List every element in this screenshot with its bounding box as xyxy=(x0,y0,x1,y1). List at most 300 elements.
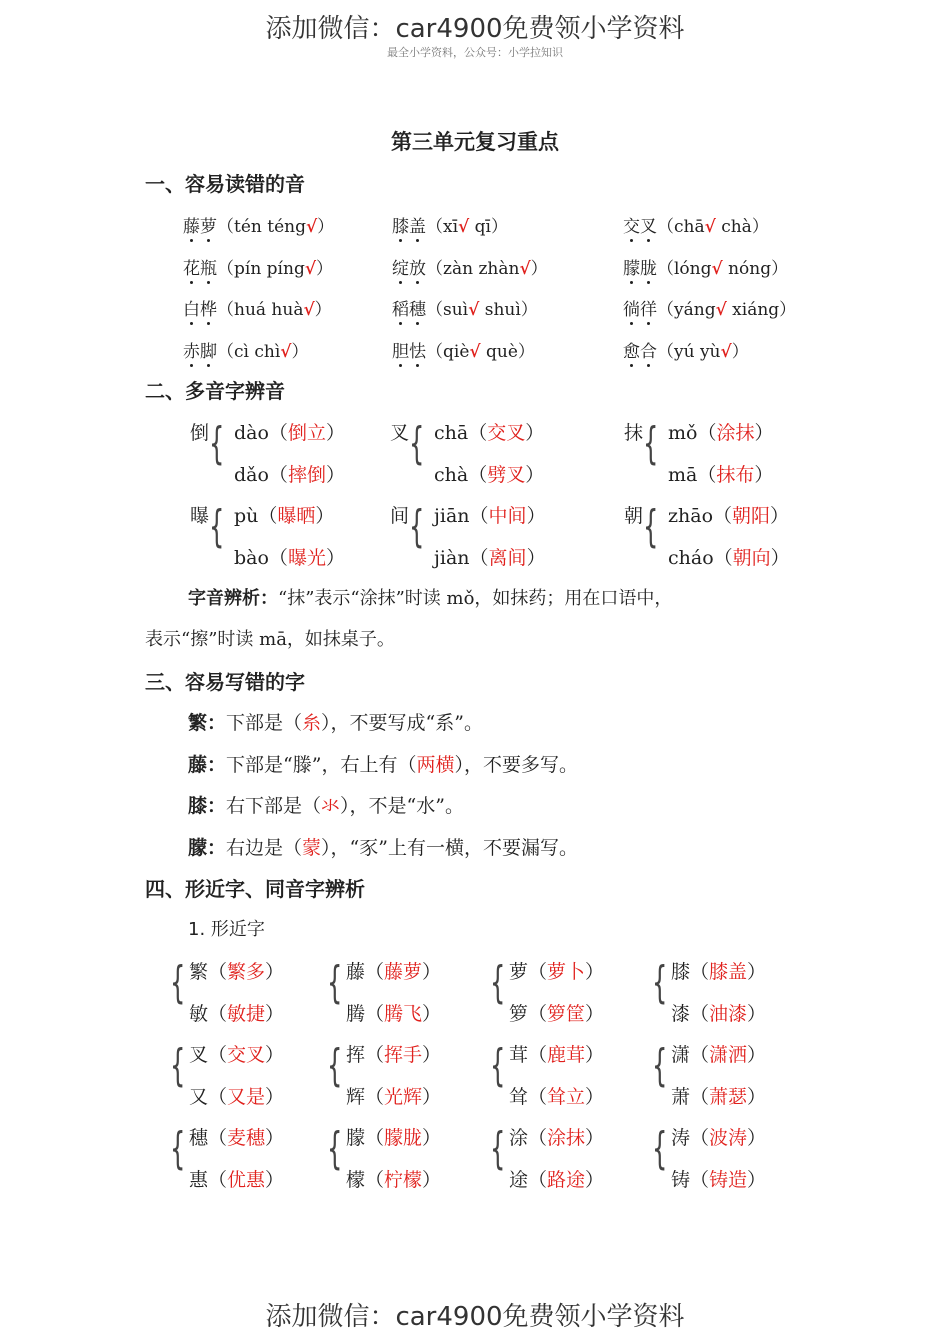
pronunciation-row xyxy=(668,418,774,445)
writing-tip xyxy=(188,708,483,735)
tip-text: 下部是“滕”，右上有（ xyxy=(226,754,417,776)
brace-icon: { xyxy=(327,957,343,1008)
close-paren: ） xyxy=(422,961,442,983)
brace-icon: { xyxy=(652,1123,668,1174)
tip-text: ），不要多写。 xyxy=(454,754,578,776)
close-paren: ） xyxy=(422,1086,442,1108)
similar-char-row xyxy=(509,1082,604,1109)
open-paren: （ xyxy=(528,1086,548,1108)
item-options: （xī xyxy=(426,217,459,237)
similar-char-row xyxy=(671,957,766,984)
similar-char-row xyxy=(509,1040,604,1067)
pinyin-item xyxy=(623,254,788,279)
open-paren: （ xyxy=(528,1169,548,1191)
example-word: 耸立 xyxy=(547,1086,586,1108)
pinyin: chà（ xyxy=(434,464,488,486)
pronunciation-row xyxy=(234,460,345,487)
close-paren: ） xyxy=(265,1003,285,1025)
section-3-heading: 三、容易写错的字 xyxy=(145,670,305,694)
brace-icon: { xyxy=(643,418,659,469)
open-paren: （ xyxy=(690,1127,710,1149)
similar-char-row xyxy=(346,1040,441,1067)
example-word: 劈叉 xyxy=(487,464,526,486)
char: 檬 xyxy=(346,1169,366,1191)
example-word: 交叉 xyxy=(487,422,526,444)
item-close: ） xyxy=(530,259,548,279)
pronunciation-note-line-1 xyxy=(188,584,672,610)
open-paren: （ xyxy=(208,961,228,983)
example-word: 膝盖 xyxy=(709,961,748,983)
item-options: （qiè xyxy=(426,342,470,362)
brace-icon: { xyxy=(209,501,225,552)
example-word: 箩筐 xyxy=(547,1003,586,1025)
char: 涛 xyxy=(671,1127,691,1149)
open-paren: （ xyxy=(208,1127,228,1149)
pinyin: bào（ xyxy=(234,547,288,569)
pinyin: cháo（ xyxy=(668,547,733,569)
similar-char-row xyxy=(671,1123,766,1150)
item-options: （lóng xyxy=(657,259,712,279)
char: 耸 xyxy=(509,1086,529,1108)
example-word: 挥手 xyxy=(384,1044,423,1066)
similar-char-row xyxy=(509,1123,604,1150)
close-paren: ） xyxy=(770,547,790,569)
example-word: 朝阳 xyxy=(732,505,771,527)
item-char-2: 叉 xyxy=(640,217,657,237)
close-paren: ） xyxy=(526,547,546,569)
similar-char-row xyxy=(189,1082,284,1109)
similar-char-row xyxy=(671,1165,766,1192)
brace-icon: { xyxy=(327,1040,343,1091)
writing-tip xyxy=(188,833,578,860)
example-word: 萝卜 xyxy=(547,961,586,983)
item-char-2: 放 xyxy=(409,259,426,279)
check-mark-icon: √ xyxy=(720,342,732,362)
example-word: 摔倒 xyxy=(287,464,326,486)
similar-char-row xyxy=(346,1082,441,1109)
char: 涂 xyxy=(509,1127,529,1149)
close-paren: ） xyxy=(325,464,345,486)
similar-char-row xyxy=(346,1123,441,1150)
pinyin: jiàn（ xyxy=(434,547,489,569)
check-mark-icon: √ xyxy=(458,217,470,237)
similar-char-row xyxy=(509,957,604,984)
brace-icon: { xyxy=(170,1123,186,1174)
section-2-heading: 二、多音字辨音 xyxy=(145,379,285,403)
brace-icon: { xyxy=(652,957,668,1008)
pinyin-item xyxy=(183,212,334,237)
close-paren: ） xyxy=(747,1127,767,1149)
close-paren: ） xyxy=(265,1044,285,1066)
example-word: 又是 xyxy=(227,1086,266,1108)
writing-tip xyxy=(188,791,464,818)
item-char-1: 花 xyxy=(183,259,200,279)
item-char-2: 徉 xyxy=(640,300,657,320)
open-paren: （ xyxy=(365,961,385,983)
item-close: ） xyxy=(316,259,334,279)
polyphone-char: 曝 xyxy=(190,505,210,527)
example-word: 倒立 xyxy=(287,422,326,444)
brace-icon: { xyxy=(170,957,186,1008)
open-paren: （ xyxy=(365,1127,385,1149)
close-paren: ） xyxy=(747,961,767,983)
pronunciation-row xyxy=(668,460,773,487)
example-word: 曝晒 xyxy=(277,505,316,527)
close-paren: ） xyxy=(585,961,605,983)
close-paren: ） xyxy=(585,1003,605,1025)
open-paren: （ xyxy=(208,1044,228,1066)
example-word: 潇洒 xyxy=(709,1044,748,1066)
open-paren: （ xyxy=(528,961,548,983)
item-close: ） xyxy=(317,217,335,237)
similar-char-row xyxy=(189,1123,284,1150)
item-char-2: 瓶 xyxy=(200,259,217,279)
item-char-2: 桦 xyxy=(200,300,217,320)
item-options: （chā xyxy=(657,217,705,237)
char: 萧 xyxy=(671,1086,691,1108)
close-paren: ） xyxy=(770,505,790,527)
check-mark-icon: √ xyxy=(711,259,723,279)
open-paren: （ xyxy=(528,1127,548,1149)
similar-char-row xyxy=(671,1082,766,1109)
brace-icon: { xyxy=(490,957,506,1008)
tip-text: 下部是（ xyxy=(226,712,303,734)
char: 藤 xyxy=(346,961,366,983)
watermark-top: 添加微信：car4900免费领小学资料 xyxy=(265,14,685,44)
close-paren: ） xyxy=(315,505,335,527)
char: 挥 xyxy=(346,1044,366,1066)
similar-char-row xyxy=(509,999,604,1026)
close-paren: ） xyxy=(747,1044,767,1066)
writing-tip xyxy=(188,750,578,777)
brace-icon: { xyxy=(170,1040,186,1091)
char: 又 xyxy=(189,1086,209,1108)
close-paren: ） xyxy=(265,1086,285,1108)
example-word: 涂抹 xyxy=(547,1127,586,1149)
item-char-1: 藤 xyxy=(183,217,200,237)
pinyin-item xyxy=(392,295,538,320)
similar-char-row xyxy=(189,1165,284,1192)
item-close: ） xyxy=(751,217,769,237)
char: 敏 xyxy=(189,1003,209,1025)
close-paren: ） xyxy=(422,1003,442,1025)
check-mark-icon: √ xyxy=(304,259,317,279)
pinyin: dǎo（ xyxy=(234,464,288,486)
similar-char-row xyxy=(346,1165,441,1192)
close-paren: ） xyxy=(422,1169,442,1191)
similar-char-row xyxy=(189,999,284,1026)
item-options: （pín píng xyxy=(217,259,305,279)
item-char-1: 稻 xyxy=(392,300,409,320)
item-options: （yáng xyxy=(657,300,716,320)
example-word: 敏捷 xyxy=(227,1003,266,1025)
pronunciation-note-line-2: 表示“擦”时读 mā，如抹桌子。 xyxy=(145,629,395,650)
char: 萝 xyxy=(509,961,529,983)
char: 朦 xyxy=(346,1127,366,1149)
char: 潇 xyxy=(671,1044,691,1066)
item-close: ） xyxy=(291,342,309,362)
item-char-1: 胆 xyxy=(392,342,409,362)
note-label: 字音辨析： xyxy=(188,588,278,609)
item-close: ） xyxy=(517,342,535,362)
pronunciation-row xyxy=(434,460,544,487)
pinyin-item xyxy=(623,212,769,237)
item-close: ） xyxy=(771,259,789,279)
tip-text: ），“豕”上有一横，不要漏写。 xyxy=(321,837,578,859)
item-char-2: 盖 xyxy=(409,217,426,237)
pinyin: zhāo（ xyxy=(668,505,733,527)
tip-highlight: 糸 xyxy=(302,712,322,734)
char: 辉 xyxy=(346,1086,366,1108)
example-word: 麦穗 xyxy=(227,1127,266,1149)
check-mark-icon: √ xyxy=(519,259,531,279)
pinyin-item xyxy=(392,254,548,279)
close-paren: ） xyxy=(754,422,774,444)
close-paren: ） xyxy=(585,1086,605,1108)
example-word: 优惠 xyxy=(227,1169,266,1191)
example-word: 油漆 xyxy=(709,1003,748,1025)
pinyin-item xyxy=(183,254,333,279)
brace-icon: { xyxy=(490,1123,506,1174)
polyphone-char: 间 xyxy=(390,505,410,527)
tip-text: ），不要写成“系”。 xyxy=(321,712,483,734)
item-char-1: 绽 xyxy=(392,259,409,279)
close-paren: ） xyxy=(422,1127,442,1149)
item-option-2: què xyxy=(480,342,518,362)
char: 惠 xyxy=(189,1169,209,1191)
example-word: 曝光 xyxy=(287,547,326,569)
example-word: 腾飞 xyxy=(384,1003,423,1025)
open-paren: （ xyxy=(365,1044,385,1066)
open-paren: （ xyxy=(690,961,710,983)
char: 茸 xyxy=(509,1044,529,1066)
brace-icon: { xyxy=(490,1040,506,1091)
pronunciation-row xyxy=(234,418,345,445)
item-options: （huá huà xyxy=(217,300,304,320)
close-paren: ） xyxy=(526,505,546,527)
pinyin-item xyxy=(392,337,535,362)
tip-highlight: 两横 xyxy=(416,754,455,776)
note-text-1: “抹”表示“涂抹”时读 mǒ，如抹药；用在口语中， xyxy=(278,588,673,609)
close-paren: ） xyxy=(747,1003,767,1025)
check-mark-icon: √ xyxy=(469,342,481,362)
tip-word: 繁： xyxy=(188,712,227,734)
open-paren: （ xyxy=(690,1003,710,1025)
tip-text: 右边是（ xyxy=(226,837,303,859)
open-paren: （ xyxy=(208,1086,228,1108)
example-word: 波涛 xyxy=(709,1127,748,1149)
item-char-2: 合 xyxy=(640,342,657,362)
item-char-1: 膝 xyxy=(392,217,409,237)
open-paren: （ xyxy=(690,1086,710,1108)
brace-icon: { xyxy=(652,1040,668,1091)
close-paren: ） xyxy=(525,422,545,444)
item-char-2: 怯 xyxy=(409,342,426,362)
polyphone-char: 叉 xyxy=(390,422,410,444)
open-paren: （ xyxy=(528,1003,548,1025)
pinyin: jiān（ xyxy=(434,505,489,527)
pronunciation-row xyxy=(434,501,546,528)
item-option-2: chà xyxy=(715,217,752,237)
item-close: ） xyxy=(314,300,332,320)
item-options: （yú yù xyxy=(657,342,721,362)
item-close: ） xyxy=(490,217,508,237)
tip-word: 膝： xyxy=(188,795,227,817)
section-1-heading: 一、容易读错的音 xyxy=(145,172,305,196)
close-paren: ） xyxy=(265,1127,285,1149)
item-char-1: 白 xyxy=(183,300,200,320)
close-paren: ） xyxy=(585,1127,605,1149)
pinyin-item xyxy=(623,337,749,362)
tip-word: 藤： xyxy=(188,754,227,776)
check-mark-icon: √ xyxy=(305,217,318,237)
check-mark-icon: √ xyxy=(704,217,716,237)
item-option-2: xiáng xyxy=(726,300,780,320)
char: 叉 xyxy=(189,1044,209,1066)
open-paren: （ xyxy=(690,1044,710,1066)
open-paren: （ xyxy=(208,1169,228,1191)
close-paren: ） xyxy=(422,1044,442,1066)
example-word: 铸造 xyxy=(709,1169,748,1191)
brace-icon: { xyxy=(643,501,659,552)
item-char-1: 赤 xyxy=(183,342,200,362)
tip-text: 右下部是（ xyxy=(226,795,322,817)
example-word: 藤萝 xyxy=(384,961,423,983)
close-paren: ） xyxy=(585,1044,605,1066)
similar-char-row xyxy=(509,1165,604,1192)
item-char-2: 脚 xyxy=(200,342,217,362)
item-options: （tén téng xyxy=(217,217,306,237)
item-char-1: 交 xyxy=(623,217,640,237)
brace-icon: { xyxy=(209,418,225,469)
example-word: 路途 xyxy=(547,1169,586,1191)
item-option-2: nóng xyxy=(722,259,772,279)
check-mark-icon: √ xyxy=(280,342,292,362)
open-paren: （ xyxy=(365,1003,385,1025)
brace-icon: { xyxy=(409,501,425,552)
item-close: ） xyxy=(731,342,749,362)
pronunciation-row xyxy=(434,543,546,570)
check-mark-icon: √ xyxy=(468,300,480,320)
item-char-2: 穗 xyxy=(409,300,426,320)
similar-char-row xyxy=(189,957,284,984)
pronunciation-row xyxy=(668,543,790,570)
item-options: （suì xyxy=(426,300,469,320)
item-char-1: 愈 xyxy=(623,342,640,362)
char: 途 xyxy=(509,1169,529,1191)
item-char-2: 胧 xyxy=(640,259,657,279)
pronunciation-row xyxy=(668,501,789,528)
pinyin: mǒ（ xyxy=(668,422,717,444)
tip-word: 朦： xyxy=(188,837,227,859)
example-word: 朝向 xyxy=(732,547,771,569)
pinyin: mā（ xyxy=(668,464,717,486)
pinyin-item xyxy=(623,295,796,320)
similar-char-row xyxy=(346,999,441,1026)
char: 腾 xyxy=(346,1003,366,1025)
tip-highlight: 蒙 xyxy=(302,837,322,859)
item-options: （zàn zhàn xyxy=(426,259,520,279)
close-paren: ） xyxy=(325,422,345,444)
char: 膝 xyxy=(671,961,691,983)
close-paren: ） xyxy=(585,1169,605,1191)
example-word: 柠檬 xyxy=(384,1169,423,1191)
open-paren: （ xyxy=(365,1169,385,1191)
close-paren: ） xyxy=(525,464,545,486)
pinyin: pù（ xyxy=(234,505,278,527)
check-mark-icon: √ xyxy=(303,300,315,320)
pronunciation-row xyxy=(234,501,334,528)
brace-icon: { xyxy=(409,418,425,469)
close-paren: ） xyxy=(754,464,774,486)
char: 繁 xyxy=(189,961,209,983)
open-paren: （ xyxy=(208,1003,228,1025)
example-word: 中间 xyxy=(488,505,527,527)
pinyin-item xyxy=(392,212,508,237)
open-paren: （ xyxy=(690,1169,710,1191)
watermark-bottom: 添加微信：car4900免费领小学资料 xyxy=(265,1302,685,1332)
pinyin-item xyxy=(183,337,308,362)
example-word: 抹布 xyxy=(716,464,755,486)
example-word: 光辉 xyxy=(384,1086,423,1108)
char: 铸 xyxy=(671,1169,691,1191)
similar-char-row xyxy=(189,1040,284,1067)
close-paren: ） xyxy=(265,1169,285,1191)
polyphone-char: 朝 xyxy=(624,505,644,527)
example-word: 萧瑟 xyxy=(709,1086,748,1108)
open-paren: （ xyxy=(365,1086,385,1108)
item-char-1: 朦 xyxy=(623,259,640,279)
close-paren: ） xyxy=(747,1169,767,1191)
item-char-1: 徜 xyxy=(623,300,640,320)
section-4-heading: 四、形近字、同音字辨析 xyxy=(145,877,365,901)
brace-icon: { xyxy=(327,1123,343,1174)
watermark-subtitle: 最全小学资料，公众号：小学拉知识 xyxy=(387,46,563,59)
tip-text: ），不是“水”。 xyxy=(340,795,464,817)
example-word: 离间 xyxy=(488,547,527,569)
close-paren: ） xyxy=(747,1086,767,1108)
char: 箩 xyxy=(509,1003,529,1025)
pinyin: chā（ xyxy=(434,422,488,444)
char: 漆 xyxy=(671,1003,691,1025)
page-title: 第三单元复习重点 xyxy=(391,130,559,154)
open-paren: （ xyxy=(528,1044,548,1066)
section-4-subheading: 1. 形近字 xyxy=(188,919,265,940)
item-char-2: 萝 xyxy=(200,217,217,237)
item-close: ） xyxy=(520,300,538,320)
similar-char-row xyxy=(346,957,441,984)
example-word: 交叉 xyxy=(227,1044,266,1066)
similar-char-row xyxy=(671,999,766,1026)
item-close: ） xyxy=(779,300,797,320)
item-option-2: shuì xyxy=(479,300,521,320)
close-paren: ） xyxy=(325,547,345,569)
example-word: 繁多 xyxy=(227,961,266,983)
pinyin: dào（ xyxy=(234,422,288,444)
item-options: （cì chì xyxy=(217,342,281,362)
polyphone-char: 倒 xyxy=(190,422,210,444)
pinyin-item xyxy=(183,295,332,320)
pronunciation-row xyxy=(434,418,544,445)
pronunciation-row xyxy=(234,543,345,570)
close-paren: ） xyxy=(265,961,285,983)
check-mark-icon: √ xyxy=(715,300,727,320)
tip-highlight: 氺 xyxy=(321,795,341,817)
example-word: 涂抹 xyxy=(716,422,755,444)
item-option-2: qī xyxy=(469,217,491,237)
example-word: 鹿茸 xyxy=(547,1044,586,1066)
char: 穗 xyxy=(189,1127,209,1149)
